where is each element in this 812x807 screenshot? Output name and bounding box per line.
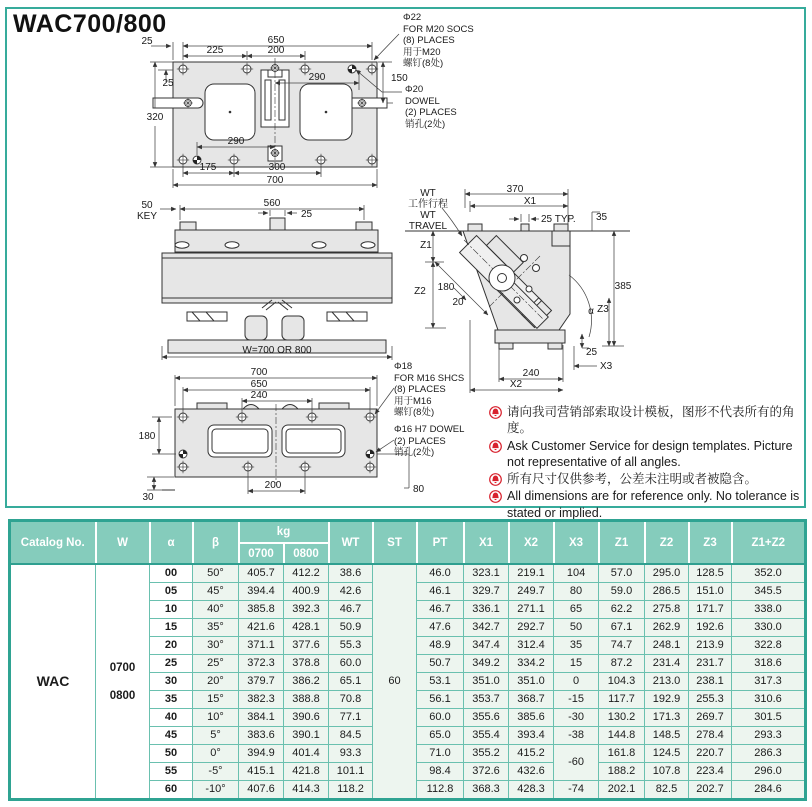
col-header-w: W [96, 521, 150, 565]
cell-x1: 323.1 [464, 564, 509, 583]
table-row [10, 564, 806, 583]
cell-z1z2: 352.0 [732, 564, 806, 583]
dim-label: WT [420, 210, 436, 221]
cell-x2: 428.3 [509, 781, 554, 800]
dim-label: 290 [308, 72, 326, 83]
table-header [10, 521, 806, 565]
cell-pt: 56.1 [417, 691, 464, 709]
cell-alpha: 25 [150, 655, 193, 673]
dowel-hole-icon [348, 65, 356, 73]
dim-label: 300 [268, 162, 286, 173]
dim-label: 560 [263, 198, 281, 209]
cell-x1: 349.2 [464, 655, 509, 673]
notes-block [489, 404, 807, 522]
alert-icon [489, 473, 502, 486]
cell-z1: 130.2 [599, 709, 645, 727]
dim-label: 180 [138, 431, 156, 442]
cell-kg0700: 382.3 [239, 691, 284, 709]
cell-z3: 171.7 [689, 601, 732, 619]
dim-label: 175 [199, 162, 217, 173]
cell-z3: 278.4 [689, 727, 732, 745]
cell-alpha: 35 [150, 691, 193, 709]
cell-alpha: 30 [150, 673, 193, 691]
dim-label: 290 [227, 136, 245, 147]
cell-kg0700: 415.1 [239, 763, 284, 781]
cell-beta: 35° [193, 619, 239, 637]
cell-alpha: 10 [150, 601, 193, 619]
dim-label: W=700 OR 800 [242, 345, 312, 356]
dim-label: Z3 [597, 304, 609, 315]
cell-z3: 220.7 [689, 745, 732, 763]
cell-z1: 188.2 [599, 763, 645, 781]
cell-z2: 231.4 [645, 655, 689, 673]
dim-label: 25 [141, 36, 153, 47]
dim-label: 200 [264, 480, 282, 491]
spec-table-wrap [8, 519, 807, 801]
alert-icon [489, 406, 502, 419]
dim-label: X3 [600, 361, 613, 372]
cell-kg0700: 405.7 [239, 564, 284, 583]
cell-x2: 351.0 [509, 673, 554, 691]
dim-label: 50 [141, 200, 153, 211]
cell-z2: 171.3 [645, 709, 689, 727]
cell-x3: -74 [554, 781, 599, 800]
cell-x1: 372.6 [464, 763, 509, 781]
dim-label: KEY [136, 211, 158, 222]
dim-label: 385 [614, 281, 632, 292]
cell-x1: 355.4 [464, 727, 509, 745]
cell-z3: 238.1 [689, 673, 732, 691]
cell-x3: 80 [554, 583, 599, 601]
cell-z1z2: 296.0 [732, 763, 806, 781]
cell-pt: 48.9 [417, 637, 464, 655]
cell-kg0700: 394.4 [239, 583, 284, 601]
catalog-cell: WAC [10, 564, 96, 800]
note-row [489, 471, 807, 487]
cell-kg0800: 392.3 [284, 601, 329, 619]
cell-z1: 104.3 [599, 673, 645, 691]
cell-z1: 57.0 [599, 564, 645, 583]
cell-beta: 25° [193, 655, 239, 673]
cell-alpha: 05 [150, 583, 193, 601]
cell-x2: 312.4 [509, 637, 554, 655]
cell-z1: 202.1 [599, 781, 645, 800]
cell-z2: 275.8 [645, 601, 689, 619]
cell-kg0800: 400.9 [284, 583, 329, 601]
alert-icon [489, 490, 502, 503]
col-header-pt: PT [417, 521, 464, 565]
cell-beta: 0° [193, 745, 239, 763]
cell-z1: 62.2 [599, 601, 645, 619]
cell-z3: 192.6 [689, 619, 732, 637]
cell-x2: 368.7 [509, 691, 554, 709]
cell-z3: 223.4 [689, 763, 732, 781]
dim-label: Z2 [414, 286, 426, 297]
cell-kg0800: 412.2 [284, 564, 329, 583]
cell-z1: 67.1 [599, 619, 645, 637]
col-header-catalog: Catalog No. [10, 521, 96, 565]
cell-x3: -60 [554, 745, 599, 781]
cell-pt: 46.7 [417, 601, 464, 619]
callout-dowel16: Φ16 H7 DOWEL (2) PLACES 销孔(2处) [394, 424, 465, 459]
cell-z1: 144.8 [599, 727, 645, 745]
cell-z1z2: 293.3 [732, 727, 806, 745]
cell-kg0700: 421.6 [239, 619, 284, 637]
cell-z3: 269.7 [689, 709, 732, 727]
cell-x1: 351.0 [464, 673, 509, 691]
cell-z2: 295.0 [645, 564, 689, 583]
note-text: 请向我司营销部索取设计模板，图形不代表所有的角度。 [507, 405, 795, 436]
cell-alpha: 40 [150, 709, 193, 727]
cell-wt: 46.7 [329, 601, 373, 619]
dim-label: 35 [596, 212, 608, 223]
dim-label: 80 [413, 484, 425, 495]
page-title: WAC700/800 [13, 10, 167, 38]
col-header-st: ST [373, 521, 417, 565]
cell-kg0700: 372.3 [239, 655, 284, 673]
dim-label: 工作行程 [408, 199, 448, 210]
dim-label: 225 [206, 45, 224, 56]
cell-beta: 10° [193, 709, 239, 727]
col-header-kg0700: 0700 [239, 543, 284, 564]
cell-z2: 286.5 [645, 583, 689, 601]
cell-z1z2: 338.0 [732, 601, 806, 619]
cell-kg0800: 390.1 [284, 727, 329, 745]
dim-label: 650 [267, 35, 285, 46]
cell-wt: 50.9 [329, 619, 373, 637]
cell-z1: 117.7 [599, 691, 645, 709]
note-text: All dimensions are for reference only. No tolerance is stated or implied. [507, 489, 800, 520]
dim-label: 25 [162, 78, 174, 89]
cell-z2: 248.1 [645, 637, 689, 655]
cell-pt: 47.6 [417, 619, 464, 637]
dim-label: 700 [250, 367, 268, 378]
cell-z1z2: 345.5 [732, 583, 806, 601]
cell-beta: 30° [193, 637, 239, 655]
cell-x3: 35 [554, 637, 599, 655]
cell-kg0700: 394.9 [239, 745, 284, 763]
cell-z3: 128.5 [689, 564, 732, 583]
cell-x2: 292.7 [509, 619, 554, 637]
dim-label: Z1 [420, 240, 432, 251]
cell-kg0800: 390.6 [284, 709, 329, 727]
callout-m20: Φ22 FOR M20 SOCS (8) PLACES 用于M20 螺钉(8处) [403, 12, 474, 70]
cell-x1: 342.7 [464, 619, 509, 637]
cell-pt: 112.8 [417, 781, 464, 800]
dim-label: 180 [437, 282, 455, 293]
cell-x3: 65 [554, 601, 599, 619]
callout-dowel20: Φ20 DOWEL (2) PLACES 销孔(2处) [405, 84, 457, 130]
col-header-beta: β [193, 521, 239, 565]
cell-pt: 46.1 [417, 583, 464, 601]
dim-label: 150 [391, 73, 408, 84]
cell-beta: -10° [193, 781, 239, 800]
dim-label: 650 [250, 379, 268, 390]
cell-z2: 82.5 [645, 781, 689, 800]
bottom-view-drawing [132, 366, 424, 507]
note-text: 所有尺寸仅供参考，公差未注明或者被隐含。 [507, 472, 758, 486]
cell-alpha: 15 [150, 619, 193, 637]
cell-kg0700: 379.7 [239, 673, 284, 691]
col-header-x1: X1 [464, 521, 509, 565]
w-cell: 0700 0800 [96, 564, 150, 800]
dim-label: 25 [586, 347, 598, 358]
dim-label: 25 TYP. [541, 214, 576, 225]
cell-x2: 271.1 [509, 601, 554, 619]
callout-m16: Φ18 FOR M16 SHCS (8) PLACES 用于M16 螺钉(8处) [394, 361, 465, 419]
cell-wt: 70.8 [329, 691, 373, 709]
cell-z2: 107.8 [645, 763, 689, 781]
col-header-z1: Z1 [599, 521, 645, 565]
cell-z1: 74.7 [599, 637, 645, 655]
cell-x1: 347.4 [464, 637, 509, 655]
dim-label: X1 [523, 196, 537, 207]
dim-label: 370 [506, 184, 524, 195]
col-header-z2: Z2 [645, 521, 689, 565]
dim-label: α [588, 306, 594, 317]
cell-pt: 65.0 [417, 727, 464, 745]
cell-x3: 15 [554, 655, 599, 673]
top-view-drawing [130, 20, 410, 192]
cell-kg0700: 383.6 [239, 727, 284, 745]
cell-kg0700: 407.6 [239, 781, 284, 800]
cell-wt: 84.5 [329, 727, 373, 745]
col-header-kg: kg [239, 521, 329, 544]
cell-x3: 0 [554, 673, 599, 691]
cell-z2: 213.0 [645, 673, 689, 691]
cell-kg0700: 385.8 [239, 601, 284, 619]
cell-x3: 50 [554, 619, 599, 637]
cell-x1: 355.6 [464, 709, 509, 727]
col-header-x2: X2 [509, 521, 554, 565]
note-text: Ask Customer Service for design templates. Picture not representative of all angles. [507, 438, 793, 469]
cell-alpha: 20 [150, 637, 193, 655]
cell-pt: 46.0 [417, 564, 464, 583]
cell-z1: 161.8 [599, 745, 645, 763]
cell-x3: -15 [554, 691, 599, 709]
dim-label: 200 [267, 45, 285, 56]
dowel-hole-icon [366, 450, 374, 458]
cell-wt: 42.6 [329, 583, 373, 601]
cell-x2: 334.2 [509, 655, 554, 673]
cell-wt: 65.1 [329, 673, 373, 691]
spec-table-body [10, 564, 806, 800]
st-cell: 60 [373, 564, 417, 800]
col-header-x3: X3 [554, 521, 599, 565]
cell-z1z2: 310.6 [732, 691, 806, 709]
dim-label: 240 [522, 368, 540, 379]
front-view-drawing [132, 196, 412, 366]
cell-x3: -30 [554, 709, 599, 727]
col-header-wt: WT [329, 521, 373, 565]
cell-z1z2: 284.6 [732, 781, 806, 800]
cell-kg0800: 401.4 [284, 745, 329, 763]
cell-z2: 262.9 [645, 619, 689, 637]
col-header-alpha: α [150, 521, 193, 565]
cell-kg0800: 428.1 [284, 619, 329, 637]
dowel-hole-icon [179, 450, 187, 458]
cell-z3: 151.0 [689, 583, 732, 601]
cell-pt: 71.0 [417, 745, 464, 763]
cell-alpha: 00 [150, 564, 193, 583]
cell-x2: 432.6 [509, 763, 554, 781]
dim-label: TRAVEL [408, 221, 448, 232]
cell-z2: 124.5 [645, 745, 689, 763]
cell-x2: 249.7 [509, 583, 554, 601]
cell-pt: 53.1 [417, 673, 464, 691]
cell-z1z2: 317.3 [732, 673, 806, 691]
cell-kg0800: 378.8 [284, 655, 329, 673]
cell-z2: 192.9 [645, 691, 689, 709]
cell-beta: 40° [193, 601, 239, 619]
cell-kg0800: 377.6 [284, 637, 329, 655]
cell-x1: 353.7 [464, 691, 509, 709]
cell-x2: 393.4 [509, 727, 554, 745]
cell-wt: 93.3 [329, 745, 373, 763]
cell-wt: 101.1 [329, 763, 373, 781]
cell-alpha: 60 [150, 781, 193, 800]
col-header-z1z2: Z1+Z2 [732, 521, 806, 565]
cell-z1: 87.2 [599, 655, 645, 673]
side-view-drawing [402, 178, 702, 400]
cell-wt: 118.2 [329, 781, 373, 800]
cell-wt: 38.6 [329, 564, 373, 583]
cell-kg0800: 388.8 [284, 691, 329, 709]
cell-kg0800: 421.8 [284, 763, 329, 781]
dim-label: X2 [509, 379, 523, 390]
note-row [489, 488, 807, 521]
cell-wt: 55.3 [329, 637, 373, 655]
cell-pt: 60.0 [417, 709, 464, 727]
cell-pt: 50.7 [417, 655, 464, 673]
cell-z3: 213.9 [689, 637, 732, 655]
cell-x2: 219.1 [509, 564, 554, 583]
note-row [489, 438, 807, 471]
col-header-kg0800: 0800 [284, 543, 329, 564]
cell-z1z2: 318.6 [732, 655, 806, 673]
cell-z3: 202.7 [689, 781, 732, 800]
dim-label: 320 [146, 112, 164, 123]
cell-z2: 148.5 [645, 727, 689, 745]
cell-wt: 77.1 [329, 709, 373, 727]
cell-kg0800: 386.2 [284, 673, 329, 691]
cell-z1z2: 286.3 [732, 745, 806, 763]
cell-z3: 231.7 [689, 655, 732, 673]
cell-x3: 104 [554, 564, 599, 583]
cell-x1: 336.1 [464, 601, 509, 619]
cell-alpha: 45 [150, 727, 193, 745]
cell-beta: 50° [193, 564, 239, 583]
dim-label: 240 [250, 390, 268, 401]
cell-pt: 98.4 [417, 763, 464, 781]
cell-beta: 5° [193, 727, 239, 745]
cell-x3: -38 [554, 727, 599, 745]
cell-kg0700: 371.1 [239, 637, 284, 655]
cell-alpha: 55 [150, 763, 193, 781]
cell-x1: 329.7 [464, 583, 509, 601]
cell-beta: -5° [193, 763, 239, 781]
cell-x2: 385.6 [509, 709, 554, 727]
cell-z1z2: 322.8 [732, 637, 806, 655]
col-header-z3: Z3 [689, 521, 732, 565]
cell-kg0700: 384.1 [239, 709, 284, 727]
cell-z1: 59.0 [599, 583, 645, 601]
cell-x1: 355.2 [464, 745, 509, 763]
alert-icon [489, 440, 502, 453]
cell-beta: 20° [193, 673, 239, 691]
cell-beta: 15° [193, 691, 239, 709]
spec-table [8, 519, 807, 801]
cell-z1z2: 301.5 [732, 709, 806, 727]
dim-label: 700 [266, 175, 284, 186]
cell-x2: 415.2 [509, 745, 554, 763]
dim-label: 20 [452, 297, 464, 308]
dim-label: 30 [142, 492, 154, 503]
note-row [489, 404, 807, 437]
dim-label: WT [420, 188, 436, 199]
cell-kg0800: 414.3 [284, 781, 329, 800]
cell-beta: 45° [193, 583, 239, 601]
cell-alpha: 50 [150, 745, 193, 763]
cell-z3: 255.3 [689, 691, 732, 709]
cell-wt: 60.0 [329, 655, 373, 673]
dim-label: 25 [301, 209, 313, 220]
cell-x1: 368.3 [464, 781, 509, 800]
cell-z1z2: 330.0 [732, 619, 806, 637]
